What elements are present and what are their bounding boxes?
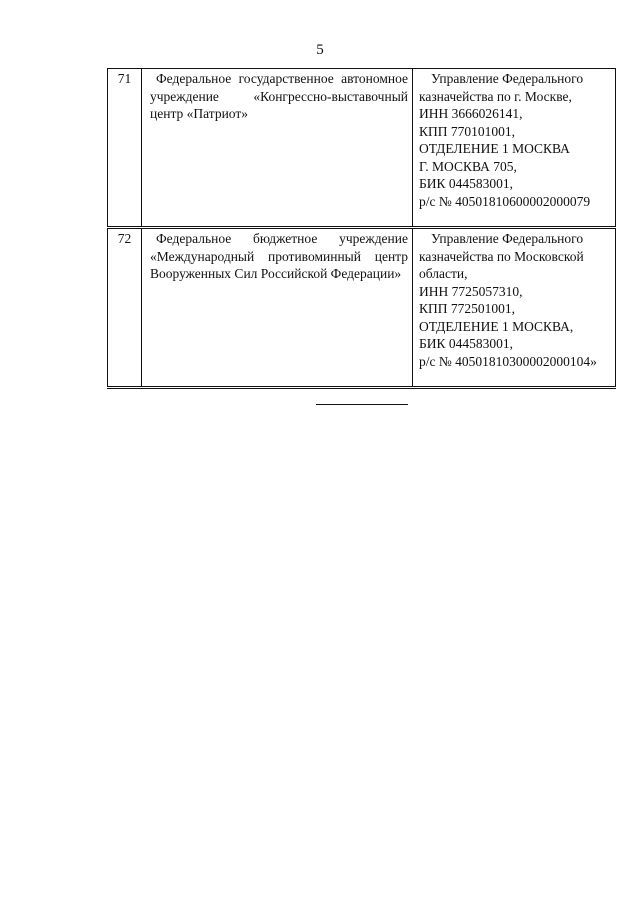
end-of-document-rule [316,404,408,405]
bank-line: Управление Федерального [431,231,584,246]
bank-line: БИК 044583001, [419,176,514,191]
bank-line: ОТДЕЛЕНИЕ 1 МОСКВА [419,141,570,156]
bank-line: казначейства по Московской [419,248,584,264]
bank-line: р/с № 40501810600002000079 [419,193,591,209]
table-row [108,228,616,388]
bank-line: Г. МОСКВА 705, [419,158,517,174]
bank-line: КПП 770101001, [419,123,516,139]
bank-line: БИК 044583001, [419,336,514,351]
bank-details-cell [413,69,616,228]
bank-details-cell [413,228,616,388]
bank-line: ИНН 3666026141, [419,106,523,121]
row-number: 71 [108,69,142,228]
registry-table [107,68,616,389]
bank-line: ИНН 7725057310, [419,283,523,299]
bank-line: р/с № 40501810300002000104» [419,353,597,369]
organization-name: Федеральное государственное автономное учреждение «Конгрессно-выставочный центр «Патриот» [150,71,408,121]
row-number: 72 [108,228,142,388]
bank-line: казначейства по г. Москве, [419,88,572,104]
page-number: 5 [316,42,324,58]
organization-cell [142,69,413,228]
bank-line: ОТДЕЛЕНИЕ 1 МОСКВА, [419,318,574,334]
table-row [108,69,616,228]
organization-cell [142,228,413,388]
organization-name: Федеральное бюджетное учреждение «Международный противоминный центр Вооруженных Сил Российской Федерации» [150,231,408,281]
bank-line: Управление Федерального [431,71,584,86]
bank-line: области, [419,266,468,281]
bank-line: КПП 772501001, [419,301,516,316]
